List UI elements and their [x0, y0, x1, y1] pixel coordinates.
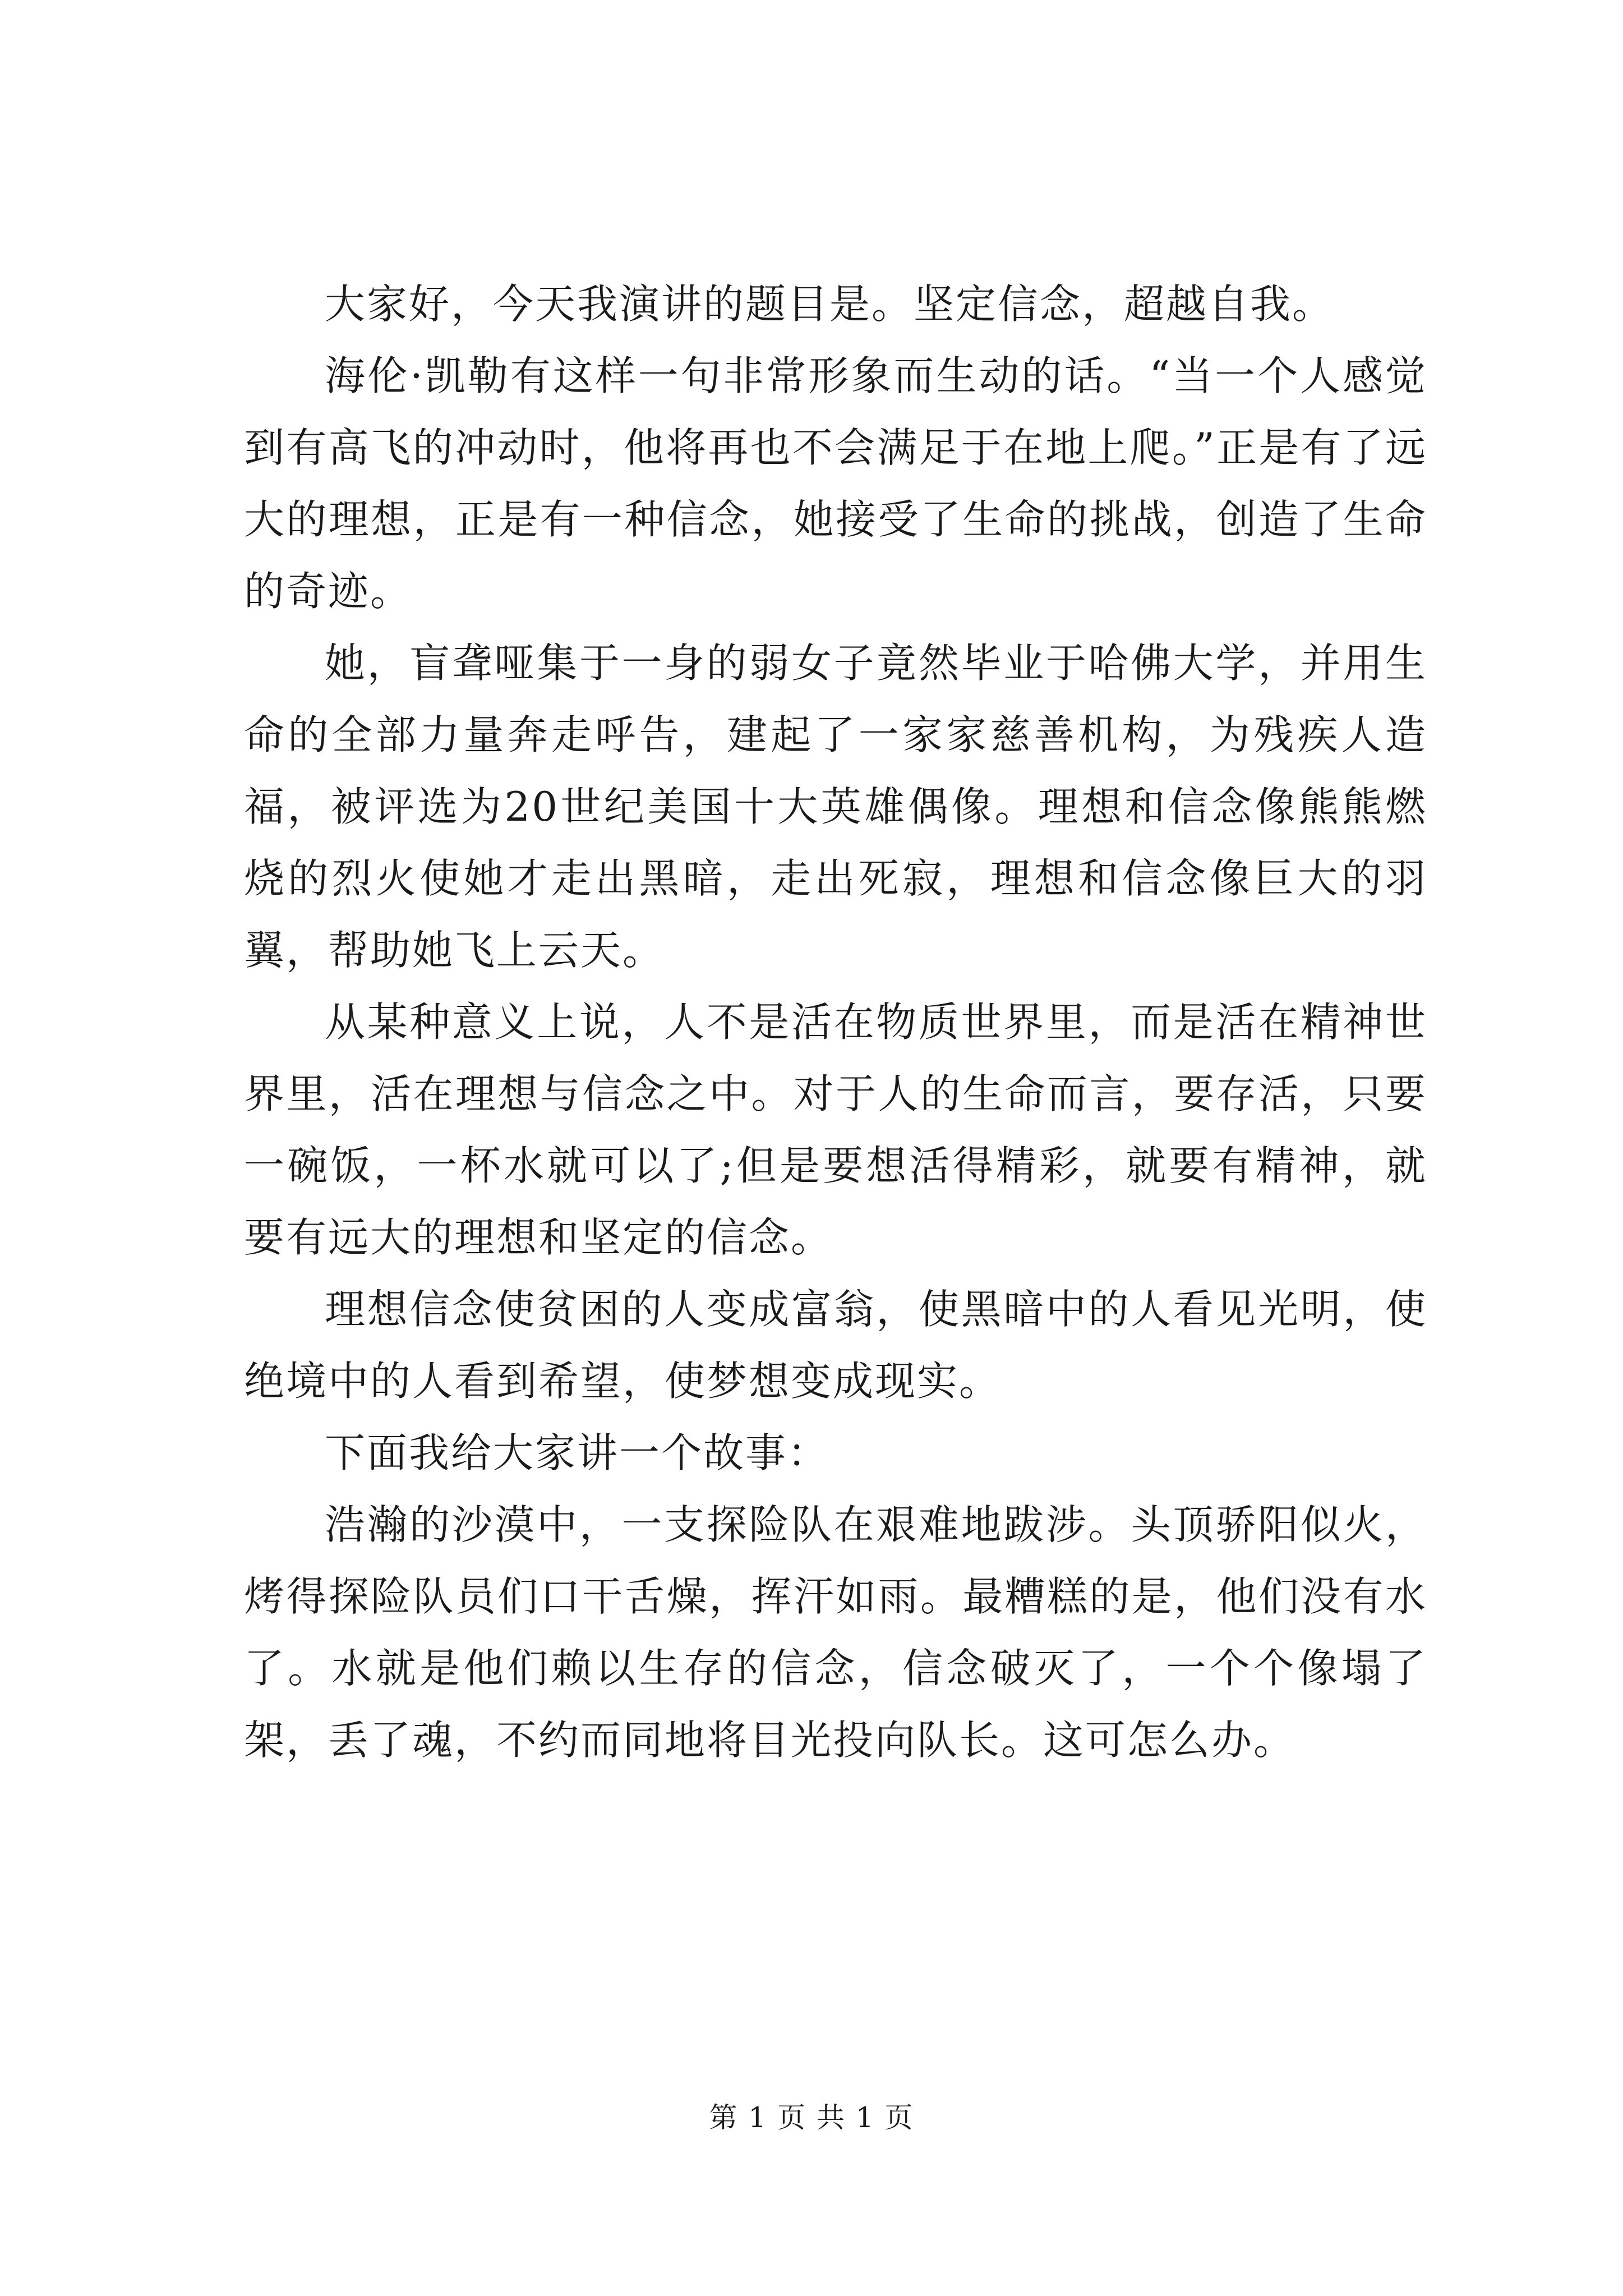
paragraph-1: 大家好，今天我演讲的题目是。坚定信念，超越自我。 [325, 280, 1335, 328]
paragraph-2: 海伦·凯勒有这样一句非常形象而生动的话。“当一个人感觉到有高飞的冲动时，他将再也不会满足于在地上爬。”正是有了远大的理想，正是有一种信念，她接受了生命的挑战，创造了生命的奇迹。 [244, 352, 1427, 615]
document-body [244, 268, 1427, 1776]
paragraph-4: 从某种意义上说，人不是活在物质世界里，而是活在精神世界里，活在理想与信念之中。对于人的生命而言，要存活，只要一碗饭，一杯水就可以了;但是要想活得精彩，就要有精神，就要有远大的理想和坚定的信念。 [244, 999, 1427, 1261]
page-footer: 第 1 页 共 1 页 [709, 2101, 914, 2134]
paragraph-6: 下面我给大家讲一个故事： [325, 1429, 830, 1476]
paragraph-3: 她，盲聋哑集于一身的弱女子竟然毕业于哈佛大学，并用生命的全部力量奔走呼告，建起了一家家慈善机构，为残疾人造福，被评选为20世纪美国十大英雄偶像。理想和信念像熊熊燃烧的烈火使她才走出黑暗，走出死寂，理想和信念像巨大的羽翼，帮助她飞上云天。 [244, 639, 1427, 974]
paragraph-5: 理想信念使贫困的人变成富翁，使黑暗中的人看见光明，使绝境中的人看到希望，使梦想变成现实。 [244, 1286, 1427, 1405]
paragraph-7: 浩瀚的沙漠中，一支探险队在艰难地跋涉。头顶骄阳似火，烤得探险队员们口干舌燥，挥汗如雨。最糟糕的是，他们没有水了。水就是他们赖以生存的信念，信念破灭了，一个个像塌了架，丢了魂，不约而同地将目光投向队长。这可怎么办。 [244, 1501, 1427, 1764]
